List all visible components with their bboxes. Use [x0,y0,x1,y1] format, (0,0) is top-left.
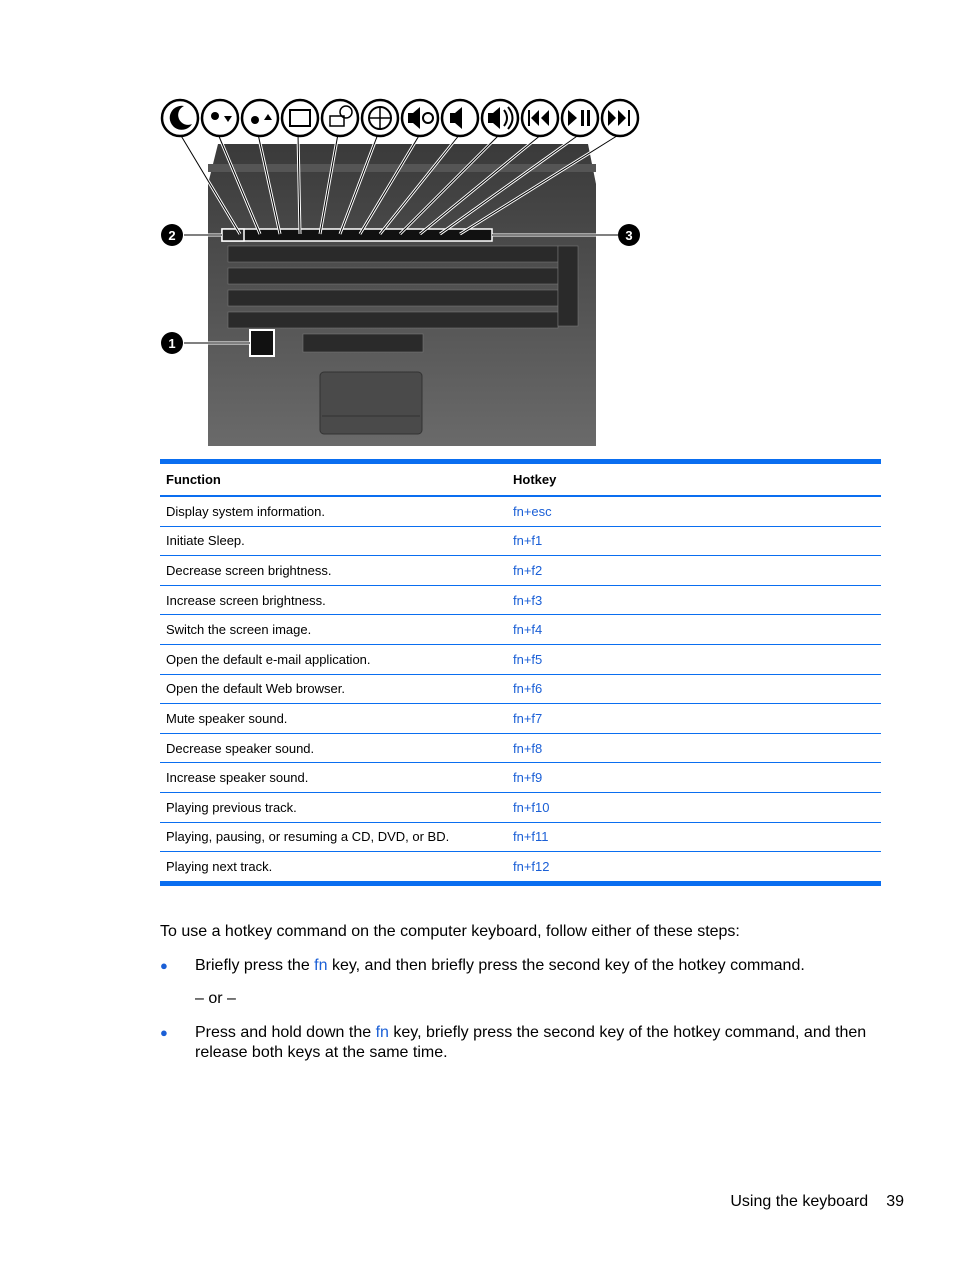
hotkey-cell: fn+esc [507,496,881,526]
function-cell: Display system information. [160,496,507,526]
column-header-function: Function [166,472,221,487]
fn-key-highlight [250,330,274,356]
hotkey-cell: fn+f11 [507,822,881,852]
function-cell: Initiate Sleep. [160,526,507,556]
hotkey-icon-row [162,100,638,136]
brightness-down-icon [202,100,238,136]
svg-text:2: 2 [168,228,176,243]
intro-paragraph: To use a hotkey command on the computer keyboard, follow either of these steps: [160,923,740,940]
table-header-row [160,462,881,497]
hotkey-cell: fn+f6 [507,674,881,704]
function-cell: Playing next track. [160,852,507,884]
function-key-row [222,229,492,241]
table-row [160,704,881,734]
previous-track-icon [522,100,558,136]
hotkey-table [160,459,881,886]
function-cell: Playing previous track. [160,792,507,822]
table-row [160,526,881,556]
hotkey-cell: fn+f5 [507,644,881,674]
function-cell: Decrease screen brightness. [160,556,507,586]
page-number: 39 [886,1193,904,1210]
hotkey-cell: fn+f4 [507,615,881,645]
fn-key-ref: fn [314,957,328,974]
table-row [160,822,881,852]
table-row [160,792,881,822]
keyboard-hotkey-illustration [158,94,644,450]
table-row [160,852,881,884]
function-cell: Open the default Web browser. [160,674,507,704]
column-header-hotkey: Hotkey [513,472,557,487]
hotkey-cell: fn+f10 [507,792,881,822]
svg-text:1: 1 [168,336,176,351]
touchpad [320,372,422,434]
table-body [160,496,881,883]
function-cell: Decrease speaker sound. [160,733,507,763]
email-icon [322,100,358,136]
screen-switch-icon [282,100,318,136]
function-cell: Increase speaker sound. [160,763,507,793]
bullet-icon: ● [160,1025,168,1040]
sleep-icon [162,100,198,136]
bullet-text-1: Briefly press the fn key, and then briefly press the second key of the hotkey command. [195,957,805,974]
hotkey-cell: fn+f9 [507,763,881,793]
fn-key-ref: fn [375,1024,389,1041]
page-footer [730,1193,904,1211]
hotkey-cell: fn+f1 [507,526,881,556]
table-row [160,733,881,763]
table-row [160,496,881,526]
footer-section-title: Using the keyboard [730,1193,869,1210]
hotkey-cell: fn+f2 [507,556,881,586]
brightness-up-icon [242,100,278,136]
table-row [160,763,881,793]
table-row [160,585,881,615]
function-cell: Mute speaker sound. [160,704,507,734]
function-cell: Increase screen brightness. [160,585,507,615]
svg-text:3: 3 [625,228,633,243]
table-row [160,615,881,645]
hotkey-cell: fn+f8 [507,733,881,763]
table-row [160,674,881,704]
function-cell: Playing, pausing, or resuming a CD, DVD, or BD. [160,822,507,852]
hotkey-cell: fn+f7 [507,704,881,734]
play-pause-icon [562,100,598,136]
or-separator: – or – [195,990,236,1007]
function-cell: Open the default e-mail application. [160,644,507,674]
bullet-text-2: Press and hold down the fn key, briefly press the second key of the hotkey command, and then release both keys at the same time. [195,1024,867,1061]
hotkey-cell: fn+f12 [507,852,881,884]
esc-key-highlight [222,229,244,241]
table-row [160,556,881,586]
function-cell: Switch the screen image. [160,615,507,645]
table-row [160,644,881,674]
bullet-icon: ● [160,958,168,973]
hotkey-cell: fn+f3 [507,585,881,615]
